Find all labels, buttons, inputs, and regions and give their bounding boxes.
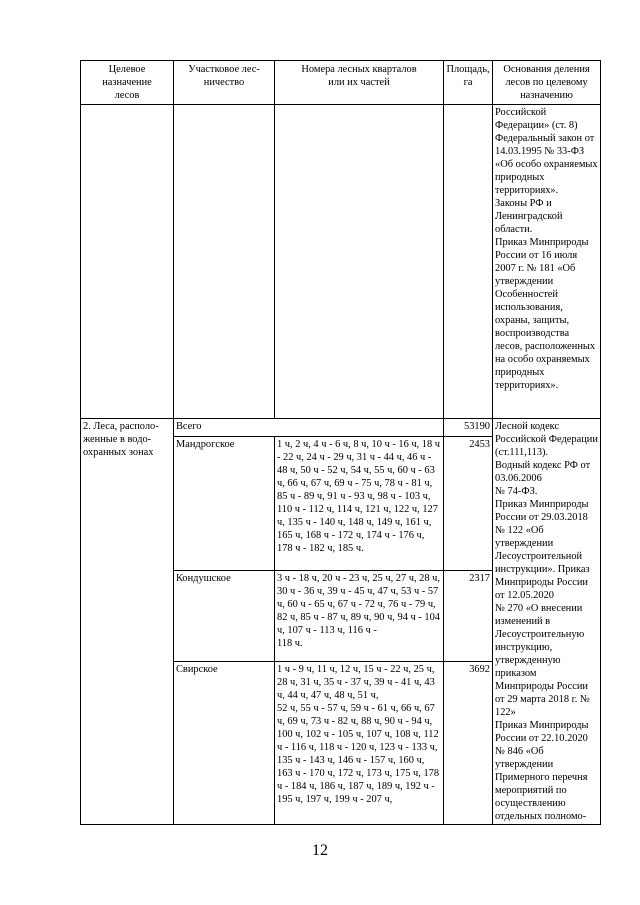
basis-cell	[493, 419, 601, 825]
continuation-purpose	[81, 105, 174, 419]
continuation-row	[81, 105, 601, 419]
total-label: Всего	[174, 419, 444, 437]
table-header-row	[81, 61, 601, 105]
quarters-list	[275, 436, 444, 570]
continuation-basis-cell	[493, 105, 601, 419]
forestry-name: Кондушское	[174, 571, 275, 662]
continuation-quarters	[275, 105, 444, 419]
header-purpose: Целевое назначение лесов	[81, 61, 174, 105]
quarters-text: 3 ч - 18 ч, 20 ч - 23 ч, 25 ч, 27 ч, 28 ч, 30 ч - 36 ч, 39 ч - 45 ч, 47 ч, 53 ч - 57 ч, 60 ч - 65 ч, 67 ч - 72 ч, 76 ч - 79 ч, 82 ч, 85 ч - 87 ч, 89 ч, 90 ч, 94 ч - 104 ч, 107 ч - 113 ч, 116 ч - 118 ч.	[277, 573, 440, 650]
total-row	[81, 419, 601, 437]
total-area: 53190	[444, 419, 493, 437]
forest-purpose-table	[80, 60, 601, 825]
forestry-name: Свирское	[174, 661, 275, 824]
purpose-text: 2. Леса, располо- женные в водо- охранных зонах	[83, 421, 159, 458]
header-basis: Основания деления лесов по целевому назначению	[493, 61, 601, 105]
continuation-area	[444, 105, 493, 419]
quarters-text: 1 ч - 9 ч, 11 ч, 12 ч, 15 ч - 22 ч, 25 ч, 28 ч, 31 ч, 35 ч - 37 ч, 39 ч - 41 ч, 43 ч, 44 ч, 47 ч, 48 ч, 51 ч, 52 ч, 55 ч - 57 ч, 59 ч - 61 ч, 66 ч, 67 ч, 69 ч, 73 ч - 82 ч, 88 ч, 90 ч - 94 ч, 100 ч, 102 ч - 105 ч, 107 ч, 108 ч, 112 ч - 116 ч, 118 ч - 120 ч, 123 ч - 133 ч, 135 ч - 143 ч, 146 ч - 157 ч, 160 ч, 163 ч - 170 ч, 172 ч, 173 ч, 175 ч, 178 ч - 184 ч, 186 ч, 187 ч, 189 ч, 192 ч - 195 ч, 197 ч, 199 ч - 207 ч,	[277, 663, 440, 805]
quarters-list	[275, 661, 444, 824]
forestry-area: 3692	[444, 661, 493, 824]
page-number: 12	[312, 842, 328, 859]
header-quarters: Номера лесных кварталов или их частей	[275, 61, 444, 105]
quarters-list	[275, 571, 444, 662]
continuation-basis-text: Российской Федерации» (ст. 8) Федеральный закон от 14.03.1995 № 33-ФЗ «Об особо охраняемых природных территориях». Законы РФ и Ленинградской области. Приказ Минприроды России от 16 июля 2007 г. № 181 «Об утверждении Особенностей использования, охраны, защиты, воспроизводства лесов, расположенных на особо охраняемых природных территориях».	[495, 107, 598, 391]
purpose-cell	[81, 419, 174, 825]
forestry-name: Мандрогское	[174, 436, 275, 570]
basis-text: Лесной кодекс Российской Федерации (ст.111,113). Водный кодекс РФ от 03.06.2006 № 74-ФЗ. Приказ Минприроды России от 29.03.2018 № 122 «Об утверждении Лесоустроительной инструкции». Приказ Минприроды России от 12.05.2020 № 270 «О внесении изменений в Лесоустроительную инструкцию, утвержденную приказом Минприроды России от 29 марта 2018 г. № 122» Приказ Минприроды России от 22.10.2020 № 846 «Об утверждении Примерного перечня мероприятий по осуществлению отдельных полномо-	[495, 421, 598, 822]
header-area: Площадь, га	[444, 61, 493, 105]
quarters-text: 1 ч, 2 ч, 4 ч - 6 ч, 8 ч, 10 ч - 16 ч, 18 ч - 22 ч, 24 ч - 29 ч, 31 ч - 44 ч, 46 ч - 48 ч, 50 ч - 52 ч, 54 ч, 55 ч, 60 ч - 63 ч, 66 ч, 67 ч, 69 ч - 75 ч, 78 ч - 81 ч, 85 ч - 89 ч, 91 ч - 93 ч, 98 ч - 103 ч, 110 ч - 112 ч, 114 ч, 121 ч, 122 ч, 127 ч, 135 ч - 140 ч, 148 ч, 149 ч, 161 ч, 165 ч, 168 ч - 172 ч, 174 ч - 176 ч, 178 ч - 182 ч, 185 ч.	[277, 438, 441, 554]
header-forestry: Участковое лес- ничество	[174, 61, 275, 105]
forestry-area: 2453	[444, 436, 493, 570]
continuation-forestry	[174, 105, 275, 419]
forestry-area: 2317	[444, 571, 493, 662]
